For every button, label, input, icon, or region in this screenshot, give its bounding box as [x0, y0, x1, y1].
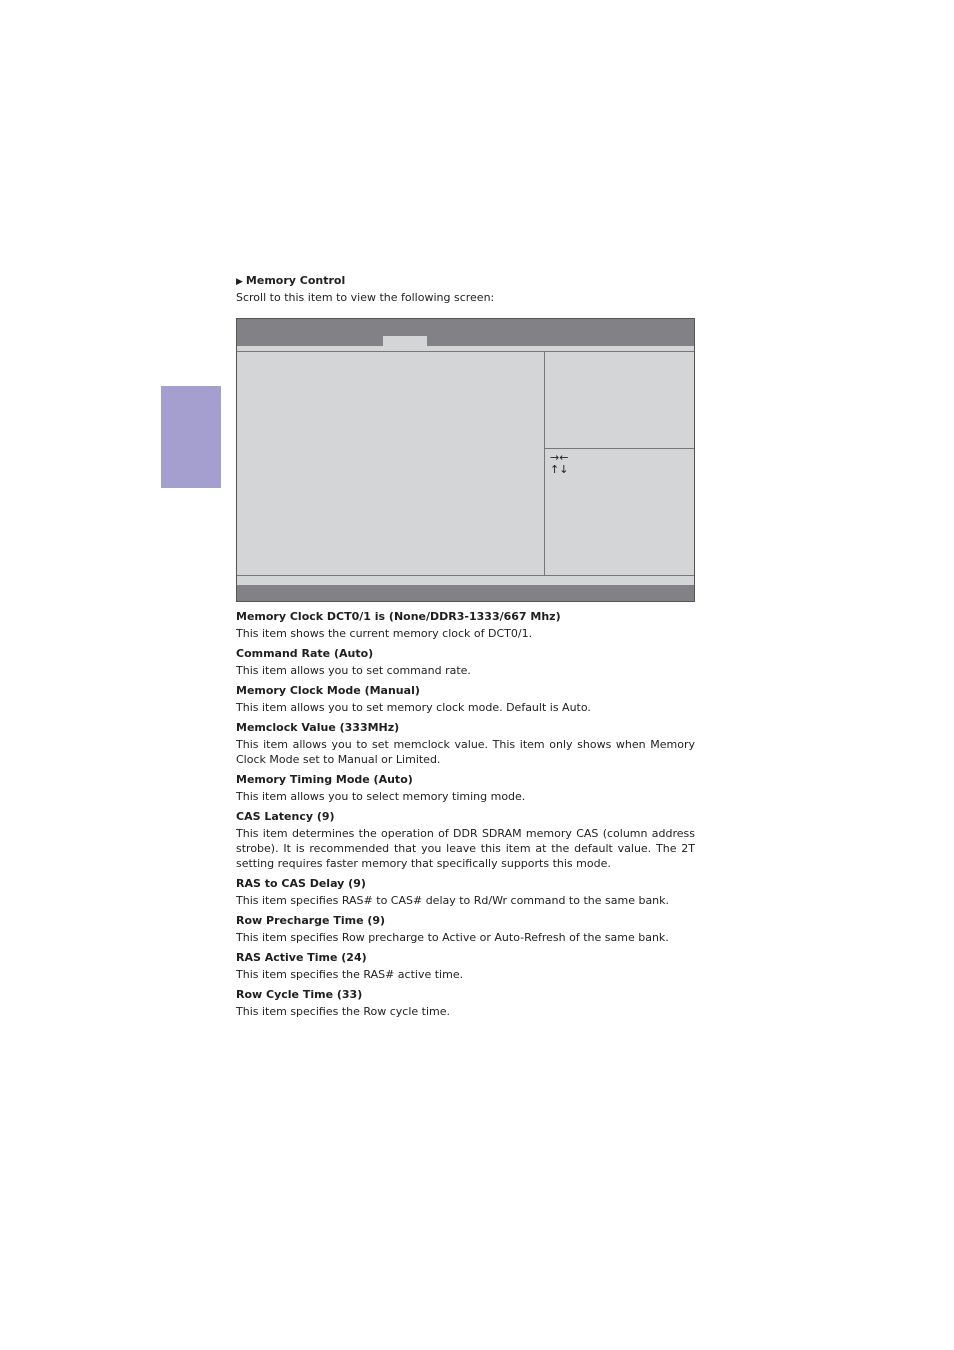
bios-title-bar: [237, 319, 694, 346]
section-heading: [236, 273, 345, 290]
section-title: Memory Control: [245, 274, 346, 287]
item-title: Row Precharge Time (9): [236, 914, 386, 927]
item-title: Memory Clock DCT0/1 is (None/DDR3-1333/667 Mhz): [236, 610, 561, 623]
bios-screenshot: [236, 318, 695, 602]
item-title: Memory Clock Mode (Manual): [236, 684, 420, 697]
left-right-arrows-icon: →←: [550, 451, 569, 464]
list-item: [236, 609, 695, 641]
item-title: Row Cycle Time (33): [236, 988, 363, 1001]
bios-active-tab: [383, 336, 427, 347]
item-title: Memclock Value (333MHz): [236, 721, 400, 734]
chapter-side-tab: [161, 386, 221, 488]
item-title: Memory Timing Mode (Auto): [236, 773, 413, 786]
bios-help-separator: [545, 448, 694, 449]
bios-divider-top: [237, 351, 694, 352]
bios-panel-separator: [544, 352, 545, 576]
item-description: This item determines the operation of DDR SDRAM memory CAS (column address strobe). It is recommended that you leave this item at the default value. The 2T setting requires faster memory that specifically supports this mode.: [236, 827, 695, 870]
list-item: [236, 809, 695, 871]
item-description: This item allows you to select memory timing mode.: [236, 790, 526, 803]
item-list: [236, 609, 695, 1024]
item-title: RAS to CAS Delay (9): [236, 877, 366, 890]
item-title: CAS Latency (9): [236, 810, 335, 823]
list-item: [236, 646, 695, 678]
bios-key-hints: [550, 452, 568, 476]
section-intro: Scroll to this item to view the following screen:: [236, 291, 495, 304]
triangle-marker-icon: ▶: [236, 277, 243, 287]
item-description: This item specifies the RAS# active time.: [236, 968, 464, 981]
item-description: This item specifies the Row cycle time.: [236, 1005, 451, 1018]
item-description: This item specifies RAS# to CAS# delay to Rd/Wr command to the same bank.: [236, 894, 670, 907]
list-item: [236, 683, 695, 715]
list-item: [236, 987, 695, 1019]
item-description: This item specifies Row precharge to Active or Auto-Refresh of the same bank.: [236, 931, 669, 944]
list-item: [236, 913, 695, 945]
bios-status-bar: [237, 585, 694, 601]
list-item: [236, 876, 695, 908]
item-title: RAS Active Time (24): [236, 951, 367, 964]
bios-divider-bottom: [237, 575, 694, 576]
list-item: [236, 720, 695, 767]
up-down-arrows-icon: ↑↓: [550, 463, 569, 476]
item-description: This item allows you to set memclock value. This item only shows when Memory Clock Mode set to Manual or Limited.: [236, 738, 695, 766]
list-item: [236, 772, 695, 804]
list-item: [236, 950, 695, 982]
item-title: Command Rate (Auto): [236, 647, 374, 660]
item-description: This item shows the current memory clock of DCT0/1.: [236, 627, 533, 640]
item-description: This item allows you to set memory clock mode. Default is Auto.: [236, 701, 591, 714]
item-description: This item allows you to set command rate.: [236, 664, 471, 677]
